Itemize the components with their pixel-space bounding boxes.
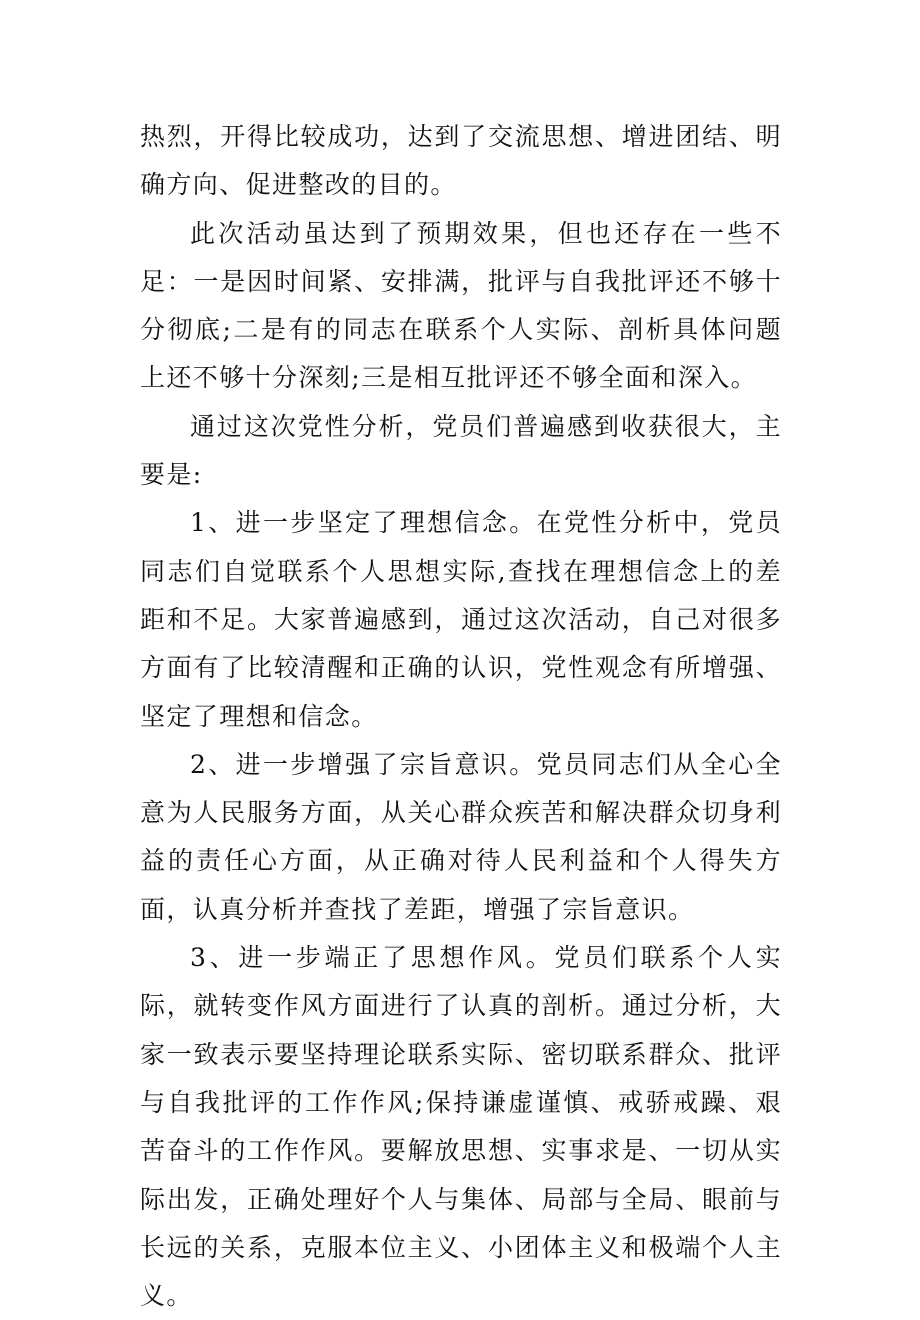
document-body	[140, 113, 782, 1320]
paragraph-point-1: 1、进一步坚定了理想信念。在党性分析中，党员同志们自觉联系个人思想实际,查找在理想信念上的差距和不足。大家普遍感到，通过这次活动，自己对很多方面有了比较清醒和正确的认识，党性观念有所增强、坚定了理想和信念。	[140, 508, 782, 731]
paragraph-shortcomings: 此次活动虽达到了预期效果，但也还存在一些不足：一是因时间紧、安排满，批评与自我批评还不够十分彻底;二是有的同志在联系个人实际、剖析具体问题上还不够十分深刻;三是相互批评还不够全面和深入。	[140, 218, 782, 393]
paragraph-continuation: 热烈，开得比较成功，达到了交流思想、增进团结、明确方向、促进整改的目的。	[140, 122, 782, 200]
paragraph-gains-intro: 通过这次党性分析，党员们普遍感到收获很大，主要是:	[140, 411, 782, 490]
paragraph-point-2: 2、进一步增强了宗旨意识。党员同志们从全心全意为人民服务方面，从关心群众疾苦和解决群众切身利益的责任心方面，从正确对待人民利益和个人得失方面，认真分析并查找了差距，增强了宗旨意识。	[140, 749, 782, 924]
paragraph-point-3: 3、进一步端正了思想作风。党员们联系个人实际，就转变作风方面进行了认真的剖析。通过分析，大家一致表示要坚持理论联系实际、密切联系群众、批评与自我批评的工作作风;保持谦虚谨慎、戒骄戒躁、艰苦奋斗的工作作风。要解放思想、实事求是、一切从实际出发，正确处理好个人与集体、局部与全局、眼前与长远的关系，克服本位主义、小团体主义和极端个人主义。	[140, 943, 782, 1311]
